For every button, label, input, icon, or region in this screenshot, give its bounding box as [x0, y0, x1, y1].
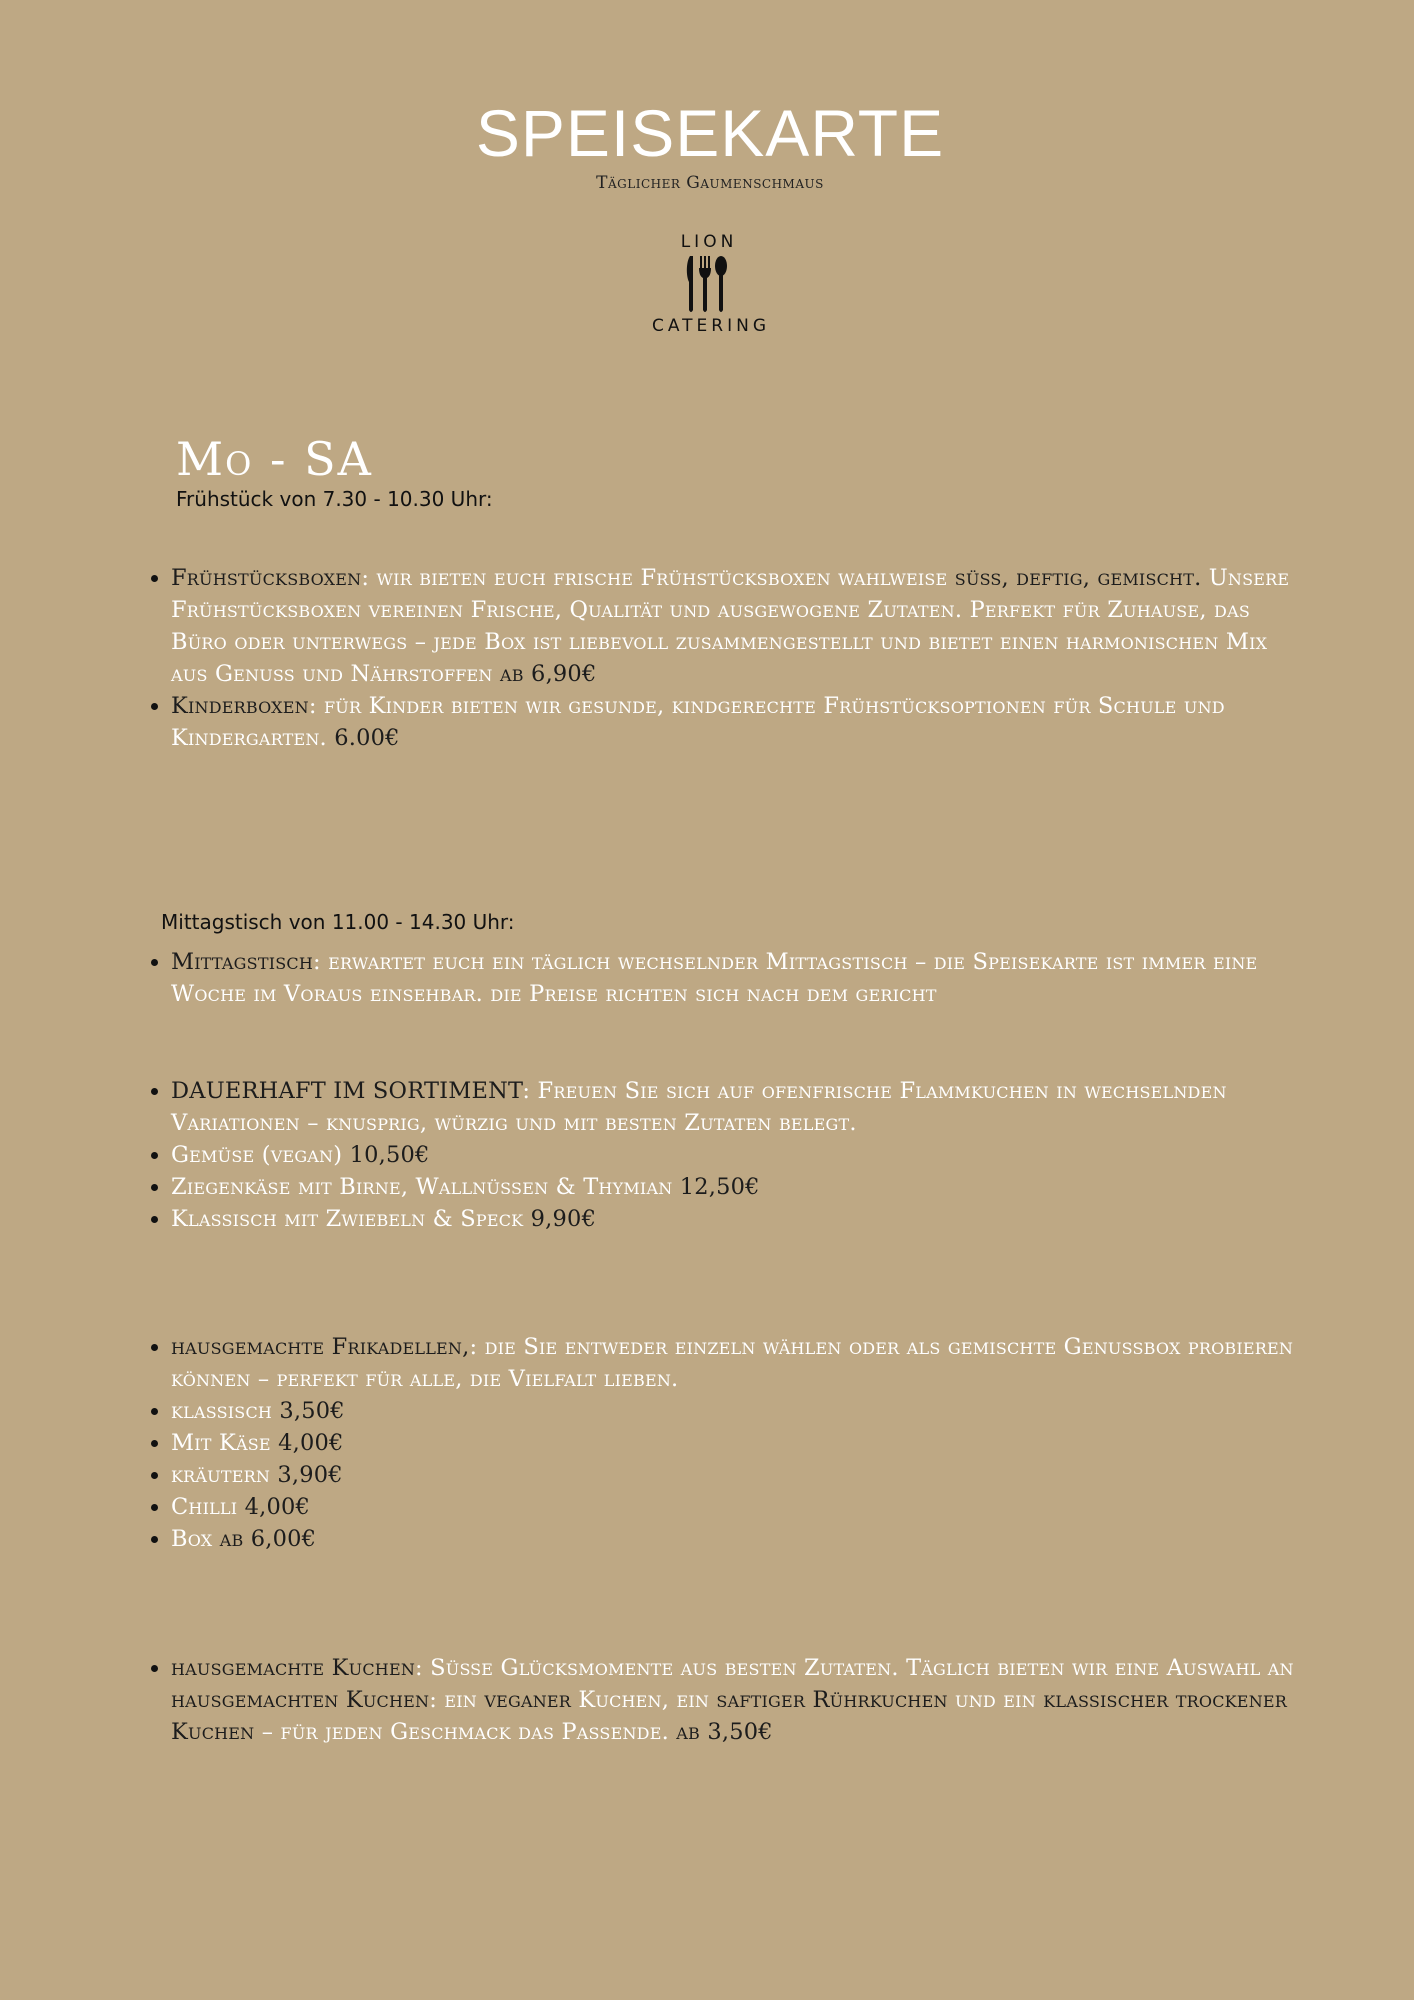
- page-tagline: Täglicher Gaumenschmaus: [596, 173, 824, 193]
- list-item-frikadellen-box: • Box ab 6,00€: [171, 1523, 1311, 1555]
- list-item-frikadellen-intro: • hausgemachte Frikadellen,: die Sie entweder einzeln wählen oder als gemischte Genussbox probieren können – perfekt für alle, die Vielfalt lieben.: [171, 1331, 1311, 1395]
- price: ab 6,00€: [219, 1526, 317, 1552]
- day-heading: Mo - SA: [176, 432, 373, 486]
- price: 12,50€: [679, 1174, 760, 1200]
- list-item-frikadellen-klassisch: • klassisch 3,50€: [171, 1395, 1311, 1427]
- price: 4,00€: [278, 1430, 344, 1456]
- price: 6.00€: [334, 725, 400, 751]
- frikadellen-list: [136, 1331, 1311, 1555]
- list-item-kinderboxen: • Kinderboxen: für Kinder bieten wir gesunde, kindgerechte Frühstücksoptionen für Schule und Kindergarten. 6.00€: [171, 690, 1311, 754]
- price: 4,00€: [244, 1494, 311, 1520]
- list-item-flammkuchen-intro: • DAUERHAFT IM SORTIMENT: Freuen Sie sich auf ofenfrische Flammkuchen in wechselnden Variationen – knusprig, würzig und mit besten Zutaten belegt.: [171, 1075, 1311, 1139]
- flammkuchen-list: [136, 1075, 1311, 1235]
- list-item-fruehstuecksboxen: • Frühstücksboxen: wir bieten euch frische Frühstücksboxen wahlweise süß, deftig, gemischt. Unsere Frühstücksboxen vereinen Frische, Qualität und ausgewogene Zutaten. Perfekt für Zuhause, das Büro oder unterwegs – jede Box ist liebevoll zusammengestellt und bietet einen harmonischen Mix aus Genuss und Nährstoffen ab 6,90€: [171, 562, 1311, 690]
- price: ab 6,90€: [499, 661, 597, 687]
- list-item-frikadellen-kaese: • Mit Käse 4,00€: [171, 1427, 1311, 1459]
- price: 3,50€: [279, 1398, 345, 1424]
- price: 9,90€: [530, 1206, 597, 1232]
- list-item-flammkuchen-ziegenkaese: • Ziegenkäse mit Birne, Wallnüssen & Thymian 12,50€: [171, 1171, 1311, 1203]
- list-item-kuchen: • hausgemachte Kuchen: Süße Glücksmomente aus besten Zutaten. Täglich bieten wir eine Auswahl an hausgemachten Kuchen: ein veganer Kuchen, ein saftiger Rührkuchen und ein klassischer trockener Kuchen – für jeden Geschmack das Passende. ab 3,50€: [171, 1652, 1311, 1748]
- logo-text-bottom: CATERING: [651, 316, 771, 336]
- logo-text-top: LION: [680, 232, 738, 252]
- kuchen-list: [136, 1652, 1311, 1748]
- lunch-time-label: Mittagstisch von 11.00 - 14.30 Uhr:: [161, 910, 515, 934]
- price: ab 3,50€: [676, 1719, 773, 1745]
- page-title: SPEISEKARTE: [475, 96, 945, 170]
- list-item-frikadellen-kraeutern: • kräutern 3,90€: [171, 1459, 1311, 1491]
- price: 10,50€: [349, 1142, 430, 1168]
- list-item-flammkuchen-klassisch: • Klassisch mit Zwiebeln & Speck 9,90€: [171, 1203, 1311, 1235]
- menu-header: [0, 95, 1414, 193]
- list-item-flammkuchen-gemuese: • Gemüse (vegan) 10,50€: [171, 1139, 1311, 1171]
- list-item-mittagstisch: • Mittagstisch: erwartet euch ein täglich wechselnder Mittagstisch – die Speisekarte ist immer eine Woche im Voraus einsehbar. die Preise richten sich nach dem gericht: [171, 946, 1311, 1010]
- breakfast-time-label: Frühstück von 7.30 - 10.30 Uhr:: [176, 487, 493, 511]
- cutlery-icon: [684, 254, 730, 314]
- price: 3,90€: [277, 1462, 343, 1488]
- breakfast-list: [136, 562, 1311, 754]
- lion-catering-logo: [0, 232, 1414, 336]
- mittagstisch-list: [136, 946, 1311, 1010]
- list-item-frikadellen-chilli: • Chilli 4,00€: [171, 1491, 1311, 1523]
